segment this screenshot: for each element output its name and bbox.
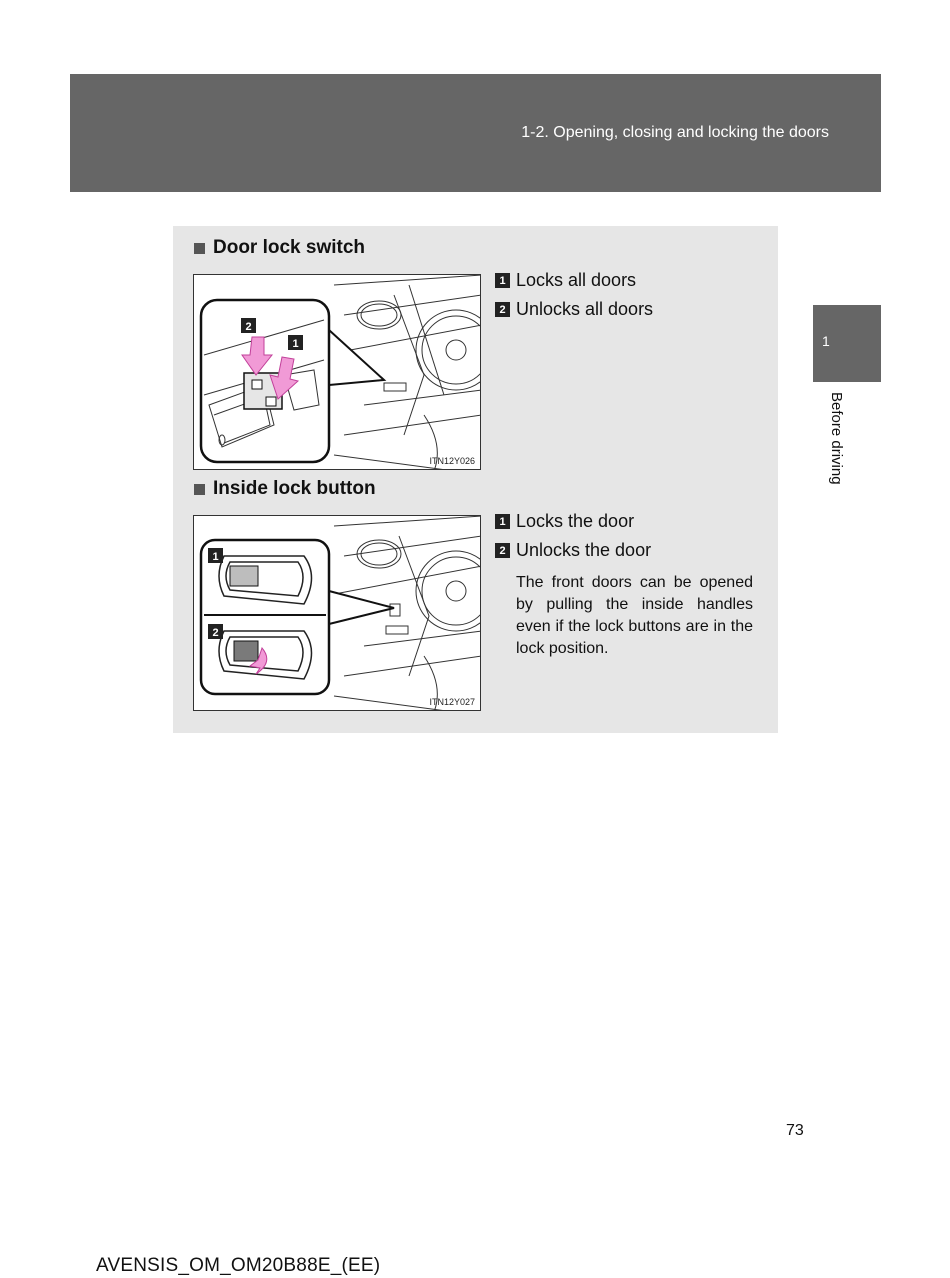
section-heading-text: Door lock switch [213, 237, 366, 258]
item-text: Locks the door [516, 511, 635, 531]
chapter-label-text: Before driving [828, 392, 845, 485]
callout-2: 2 [245, 321, 252, 333]
item-text: Locks all doors [516, 270, 637, 290]
door-lock-switch-drawing [194, 275, 481, 470]
item-text: Unlocks all doors [516, 299, 654, 319]
number-badge: 2 [495, 302, 510, 317]
chapter-number: 1 [822, 333, 830, 349]
section-heading-inside-lock-button [194, 478, 376, 500]
section-title: 1-2. Opening, closing and locking the doors [521, 124, 829, 141]
chapter-label [828, 392, 848, 502]
item-locks-the-door [495, 511, 634, 532]
item-text: Unlocks the door [516, 540, 652, 560]
item-unlocks-all-doors [495, 299, 653, 320]
door-lock-switch-illustration [193, 274, 481, 470]
item-locks-all-doors [495, 270, 636, 291]
figure-code: ITN12Y027 [429, 697, 475, 707]
number-badge: 1 [495, 273, 510, 288]
callout-2: 2 [212, 627, 219, 639]
inside-lock-button-drawing [194, 516, 481, 711]
callout-1: 1 [292, 338, 299, 350]
page-number: 73 [786, 1122, 804, 1139]
description-text: The front doors can be opened by pulling the inside handles even if the lock buttons are in the lock position. [516, 574, 753, 657]
header-band [70, 74, 881, 192]
content-panel [173, 226, 778, 733]
section-heading-text: Inside lock button [213, 478, 376, 499]
number-badge: 1 [495, 514, 510, 529]
callout-1: 1 [212, 551, 219, 563]
number-badge: 2 [495, 543, 510, 558]
square-bullet-icon [194, 484, 205, 495]
item-unlocks-the-door [495, 540, 651, 561]
square-bullet-icon [194, 243, 205, 254]
section-heading-door-lock-switch [194, 237, 365, 259]
document-code: AVENSIS_OM_OM20B88E_(EE) [96, 1255, 381, 1276]
inside-lock-button-illustration [193, 515, 481, 711]
figure-code: ITN12Y026 [429, 456, 475, 466]
chapter-tab[interactable] [813, 305, 881, 382]
